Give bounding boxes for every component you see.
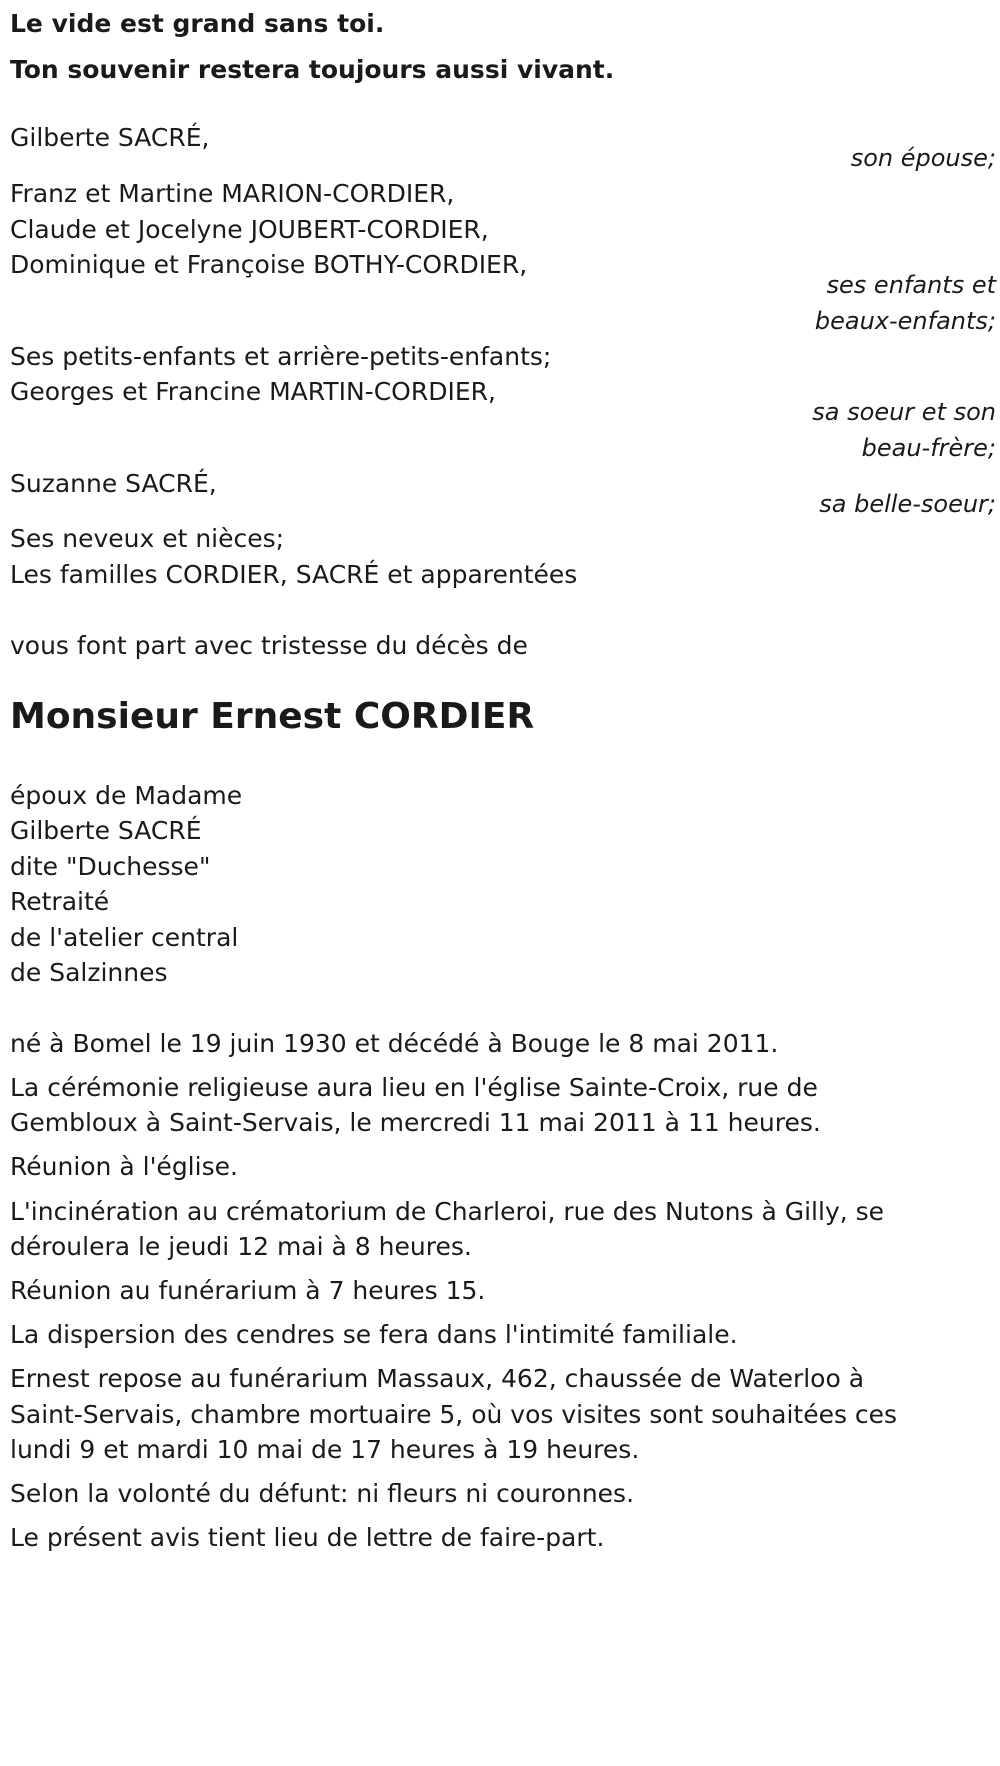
deceased-detail: de Salzinnes	[10, 958, 168, 987]
children-role-1: ses enfants et	[826, 271, 996, 299]
child-3: Dominique et Françoise BOTHY-CORDIER,	[10, 250, 528, 279]
visit-line-2: Saint-Servais, chambre mortuaire 5, où vos visites sont souhaitées ces	[10, 1400, 898, 1429]
header-line-1: Le vide est grand sans toi.	[10, 9, 385, 38]
incineration-line-1: L'incinération au crématorium de Charleroi, rue des Nutons à Gilly, se	[10, 1197, 885, 1226]
child-1: Franz et Martine MARION-CORDIER,	[10, 179, 455, 208]
sibling-role-2: beau-frère;	[861, 434, 996, 462]
grandchildren: Ses petits-enfants et arrière-petits-enfants;	[10, 342, 552, 371]
birth-death: né à Bomel le 19 juin 1930 et décédé à Bouge le 8 mai 2011.	[10, 1029, 779, 1058]
deceased-detail: dite "Duchesse"	[10, 852, 211, 881]
nephews: Ses neveux et nièces;	[10, 524, 285, 553]
sibling-role-1: sa soeur et son	[812, 398, 996, 426]
notice: Le présent avis tient lieu de lettre de faire-part.	[10, 1523, 605, 1552]
families: Les familles CORDIER, SACRÉ et apparentées	[10, 560, 578, 589]
sibling: Georges et Francine MARTIN-CORDIER,	[10, 377, 496, 406]
incineration-line-2: déroulera le jeudi 12 mai à 8 heures.	[10, 1232, 472, 1261]
spouse-name: Gilberte SACRÉ,	[10, 123, 210, 152]
child-2: Claude et Jocelyne JOUBERT-CORDIER,	[10, 215, 489, 244]
visit-line-1: Ernest repose au funérarium Massaux, 462, chaussée de Waterloo à	[10, 1364, 865, 1393]
deceased-detail: Gilberte SACRÉ	[10, 816, 202, 845]
visit-line-3: lundi 9 et mardi 10 mai de 17 heures à 19 heures.	[10, 1435, 640, 1464]
announcement: vous font part avec tristesse du décès de	[10, 631, 528, 660]
deceased-detail: de l'atelier central	[10, 923, 239, 952]
flowers: Selon la volonté du défunt: ni fleurs ni couronnes.	[10, 1479, 635, 1508]
ceremony-line-2: Gembloux à Saint-Servais, le mercredi 11 mai 2011 à 11 heures.	[10, 1108, 821, 1137]
sister-in-law: Suzanne SACRÉ,	[10, 469, 217, 498]
deceased-detail: époux de Madame	[10, 781, 243, 810]
spouse-role: son épouse;	[850, 144, 996, 172]
ashes: La dispersion des cendres se fera dans l'intimité familiale.	[10, 1320, 738, 1349]
deceased-detail: Retraité	[10, 887, 110, 916]
sister-in-law-role: sa belle-soeur;	[819, 490, 996, 518]
children-role-2: beaux-enfants;	[814, 307, 996, 335]
ceremony-line-1: La cérémonie religieuse aura lieu en l'église Sainte-Croix, rue de	[10, 1073, 818, 1102]
meeting-church: Réunion à l'église.	[10, 1152, 238, 1181]
meeting-funerarium: Réunion au funérarium à 7 heures 15.	[10, 1276, 486, 1305]
header-line-2: Ton souvenir restera toujours aussi vivant.	[10, 55, 615, 84]
deceased-name: Monsieur Ernest CORDIER	[10, 696, 535, 737]
